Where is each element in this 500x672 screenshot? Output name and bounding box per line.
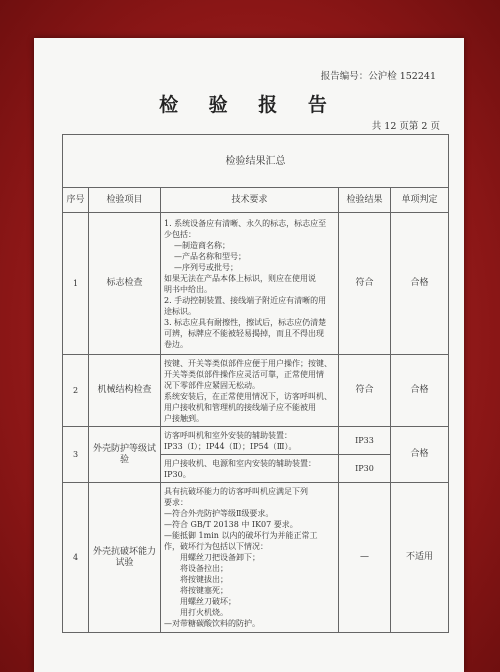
row-number: 4: [63, 483, 89, 633]
technical-requirements: 访客呼叫机和室外安装的辅助装置： IP33（Ⅰ）；IP44（Ⅱ）；IP54（Ⅲ）。: [161, 427, 339, 455]
table-row: [63, 483, 449, 633]
test-result: —: [339, 483, 391, 633]
report-number: 报告编号：公沪检 152241: [320, 71, 436, 82]
table-row: [63, 355, 449, 427]
test-result: IP30: [339, 455, 391, 483]
report-page: [34, 38, 464, 672]
test-item: 外壳抗破坏能力试验: [89, 483, 161, 633]
test-item: 标志检查: [89, 213, 161, 355]
test-result: 符合: [339, 213, 391, 355]
test-result: IP33: [339, 427, 391, 455]
row-number: 3: [63, 427, 89, 483]
column-header: 序号: [63, 188, 89, 213]
technical-requirements: 用户接收机、电源和室内安装的辅助装置： IP30。: [161, 455, 339, 483]
table-header-row: [63, 188, 449, 213]
technical-requirements: 按键、开关等类似部件应便于用户操作；按键、 开关等类似部件操作应灵活可靠，正常使用情 况下零部件应紧固无松动。 系统安装后，在正常使用情况下，访客呼叫机、 用户接收机和管理机的接线端子应不能被用 户接触到。: [161, 355, 339, 427]
table-row: [63, 427, 449, 455]
row-number: 2: [63, 355, 89, 427]
judgment: 合格: [391, 427, 449, 483]
test-item: 机械结构检查: [89, 355, 161, 427]
results-summary-table: [62, 134, 449, 633]
column-header: 检验项目: [89, 188, 161, 213]
column-header: 技术要求: [161, 188, 339, 213]
judgment: 合格: [391, 355, 449, 427]
technical-requirements: 1. 系统设备应有清晰、永久的标志，标志应至 少包括： —制造商名称； —产品名称和型号； —序列号或批号； 如果无法在产品本体上标识，则应在使用说 明书中给出。 2. 手动控制装置、接线端子附近应有清晰的用 途标识。 3. 标志应具有耐擦性，擦试后，标志应仍清楚 可辨，标牌应不能被轻易揭掉，而且不得出现 卷边。: [161, 213, 339, 355]
page-info: 共 12 页第 2 页: [371, 121, 440, 132]
table-row: [63, 213, 449, 355]
technical-requirements: 具有抗破坏能力的访客呼叫机应满足下列 要求： —符合外壳防护等级Ⅱ级要求。 —符合 GB/T 20138 中 IK07 要求。 —能抵御 1min 以内的破坏行为并能正常工 作，破坏行为包括以下情况： 用螺丝刀把设备卸下； 将设备拉出； 将按键拔出； 将按键塞死； 用螺丝刀破坏； 用打火机烧。 —对带糖碳酸饮料的防护。: [161, 483, 339, 633]
column-header: 单项判定: [391, 188, 449, 213]
test-result: 符合: [339, 355, 391, 427]
page-title: 检 验 报 告: [159, 94, 339, 116]
test-item: 外壳防护等级试验: [89, 427, 161, 483]
summary-title: 检验结果汇总: [63, 135, 449, 188]
row-number: 1: [63, 213, 89, 355]
judgment: 不适用: [391, 483, 449, 633]
judgment: 合格: [391, 213, 449, 355]
column-header: 检验结果: [339, 188, 391, 213]
